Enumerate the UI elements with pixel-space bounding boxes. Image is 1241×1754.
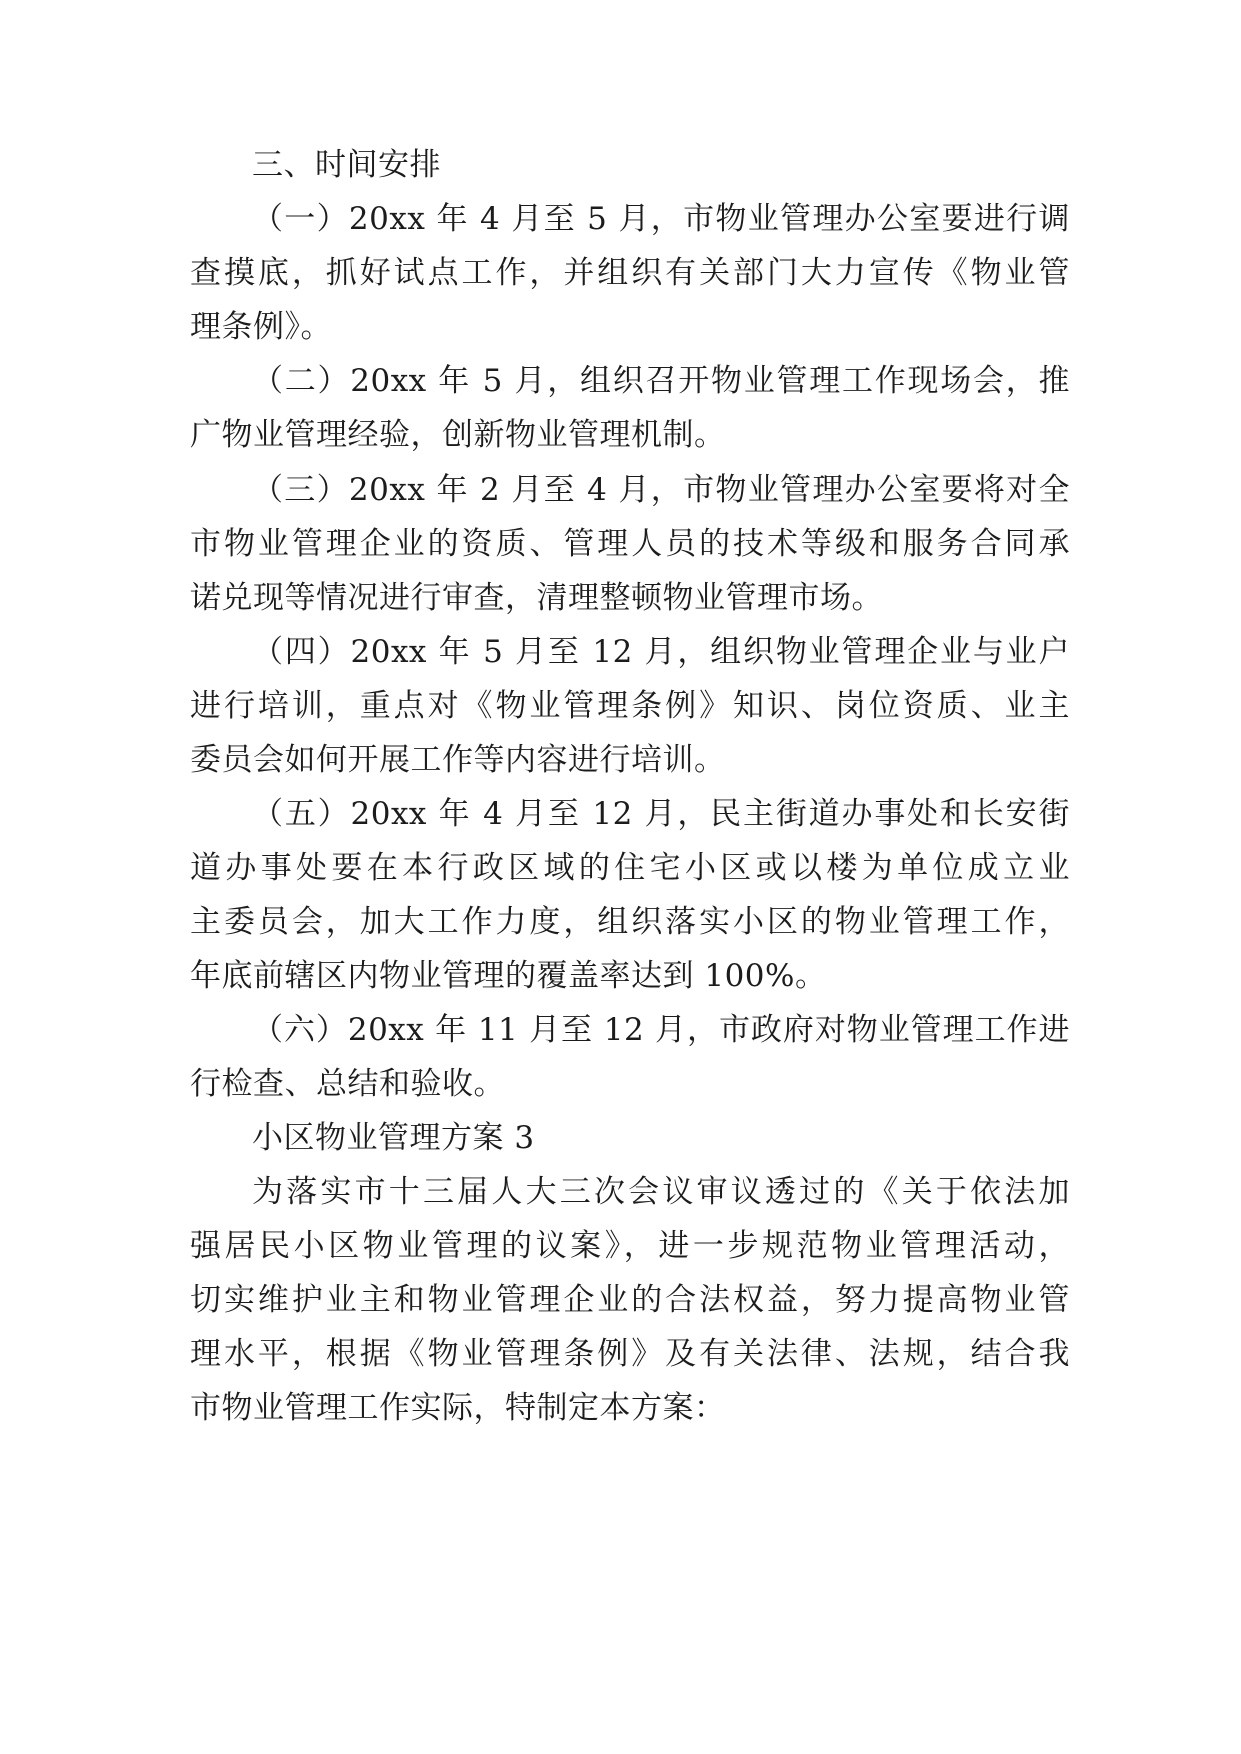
paragraph-line: 理水平，根据《物业管理条例》及有关法律、法规，结合我 xyxy=(190,1336,1070,1372)
section-heading: 三、时间安排 xyxy=(252,147,441,183)
paragraph-line: （一）20xx 年 4 月至 5 月，市物业管理办公室要进行调 xyxy=(252,201,1070,237)
paragraph-line: 强居民小区物业管理的议案》，进一步规范物业管理活动， xyxy=(190,1228,1070,1264)
paragraph-line: 切实维护业主和物业管理企业的合法权益，努力提高物业管 xyxy=(190,1282,1070,1318)
paragraph-line: 广物业管理经验，创新物业管理机制。 xyxy=(190,417,726,453)
paragraph-line: 行检查、总结和验收。 xyxy=(190,1066,505,1102)
paragraph-line: 为落实市十三届人大三次会议审议透过的《关于依法加 xyxy=(252,1174,1070,1210)
paragraph-line: （三）20xx 年 2 月至 4 月，市物业管理办公室要将对全 xyxy=(252,472,1070,508)
section-title: 小区物业管理方案 3 xyxy=(252,1120,535,1156)
paragraph-line: 理条例》。 xyxy=(190,309,332,345)
paragraph-line: （四）20xx 年 5 月至 12 月，组织物业管理企业与业户 xyxy=(252,634,1070,670)
paragraph-line: （六）20xx 年 11 月至 12 月，市政府对物业管理工作进 xyxy=(252,1012,1070,1048)
paragraph-line: 查摸底，抓好试点工作，并组织有关部门大力宣传《物业管 xyxy=(190,255,1070,291)
paragraph-line: （二）20xx 年 5 月，组织召开物业管理工作现场会，推 xyxy=(252,363,1070,399)
paragraph-line: 委员会如何开展工作等内容进行培训。 xyxy=(190,742,726,778)
paragraph-line: 年底前辖区内物业管理的覆盖率达到 100%。 xyxy=(190,958,827,994)
paragraph-line: 进行培训，重点对《物业管理条例》知识、岗位资质、业主 xyxy=(190,688,1070,724)
paragraph-line: 市物业管理工作实际，特制定本方案： xyxy=(190,1390,726,1426)
paragraph-line: 主委员会，加大工作力度，组织落实小区的物业管理工作， xyxy=(190,904,1070,940)
paragraph-line: 道办事处要在本行政区域的住宅小区或以楼为单位成立业 xyxy=(190,850,1070,886)
paragraph-line: 诺兑现等情况进行审查，清理整顿物业管理市场。 xyxy=(190,580,883,616)
paragraph-line: 市物业管理企业的资质、管理人员的技术等级和服务合同承 xyxy=(190,526,1070,562)
paragraph-line: （五）20xx 年 4 月至 12 月，民主街道办事处和长安街 xyxy=(252,796,1070,832)
